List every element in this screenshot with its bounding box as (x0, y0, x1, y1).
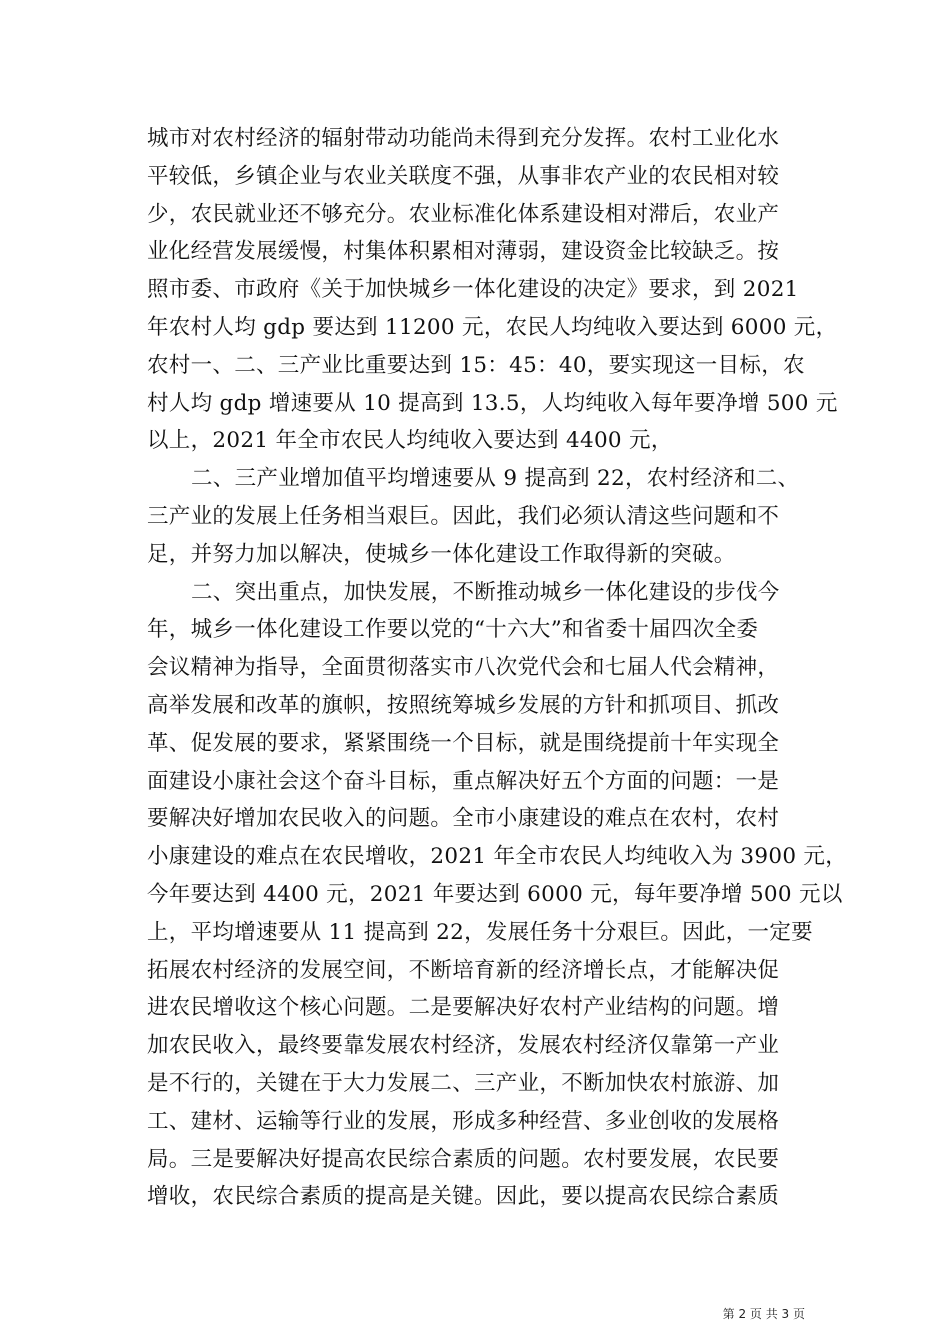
text-line: 城市对农村经济的辐射带动功能尚未得到充分发挥。农村工业化水 (147, 126, 780, 151)
text-line: 上，平均增速要从 11 提高到 22，发展任务十分艰巨。因此，一定要 (147, 919, 813, 945)
text-line: 要解决好增加农民收入的问题。全市小康建设的难点在农村，农村 (147, 806, 780, 832)
text-line: 足，并努力加以解决，使城乡一体化建设工作取得新的突破。 (147, 541, 736, 567)
text-line: 加农民收入，最终要靠发展农村经济，发展农村经济仅靠第一产业 (147, 1033, 780, 1059)
text-line: 工、建材、运输等行业的发展，形成多种经营、多业创收的发展格 (147, 1108, 780, 1134)
text-line: 今年要达到 4400 元，2021 年要达到 6000 元，每年要净增 500 元以 (147, 881, 843, 907)
paragraph-3 (147, 574, 848, 1217)
text-line: 会议精神为指导，全面贯彻落实市八次党代会和七届人代会精神， (147, 655, 780, 681)
text-line: 三产业的发展上任务相当艰巨。因此，我们必须认清这些问题和不 (147, 503, 780, 529)
text-line: 年农村人均 gdp 要达到 11200 元，农民人均纯收入要达到 6000 元， (147, 314, 838, 340)
text-line: 进农民增收这个核心问题。二是要解决好农村产业结构的问题。增 (147, 995, 780, 1021)
text-line: 面建设小康社会这个奋斗目标，重点解决好五个方面的问题：一是 (147, 768, 780, 794)
text-line: 少，农民就业还不够充分。农业标准化体系建设相对滞后，农业产 (147, 201, 780, 227)
text-line: 二、突出重点，加快发展，不断推动城乡一体化建设的步伐今 (191, 579, 780, 605)
text-line: 增收，农民综合素质的提高是关键。因此，要以提高农民综合素质 (147, 1184, 780, 1210)
text-line: 二、三产业增加值平均增速要从 9 提高到 22，农村经济和二、 (191, 466, 800, 492)
text-line: 是不行的，关键在于大力发展二、三产业，不断加快农村旅游、加 (147, 1070, 780, 1096)
text-line: 局。三是要解决好提高农民综合素质的问题。农村要发展，农民要 (147, 1146, 780, 1172)
text-line: 革、促发展的要求，紧紧围绕一个目标，就是围绕提前十年实现全 (147, 730, 780, 756)
text-line: 小康建设的难点在农民增收，2021 年全市农民人均纯收入为 3900 元， (147, 844, 848, 870)
text-line: 业化经营发展缓慢，村集体积累相对薄弱，建设资金比较缺乏。按 (147, 239, 780, 265)
text-line: 照市委、市政府《关于加快城乡一体化建设的决定》要求，到 2021 (147, 277, 799, 303)
paragraph-1 (147, 120, 838, 460)
text-line: 年，城乡一体化建设工作要以党的“十六大”和省委十届四次全委 (147, 617, 759, 643)
paragraph-2 (147, 460, 805, 573)
text-line: 拓展农村经济的发展空间，不断培育新的经济增长点，才能解决促 (147, 957, 780, 983)
text-line: 农村一、二、三产业比重要达到 15：45：40，要实现这一目标，农 (147, 352, 805, 378)
text-line: 村人均 gdp 增速要从 10 提高到 13.5，人均纯收入每年要净增 500 元 (147, 390, 838, 416)
text-line: 高举发展和改革的旗帜，按照统筹城乡发展的方针和抓项目、抓改 (147, 692, 780, 718)
page-number: 第 2 页 共 3 页 (722, 1307, 805, 1321)
document-body (147, 120, 848, 1216)
text-line: 以上，2021 年全市农民人均纯收入要达到 4400 元， (147, 428, 673, 454)
text-line: 平较低，乡镇企业与农业关联度不强，从事非农产业的农民相对较 (147, 163, 780, 189)
